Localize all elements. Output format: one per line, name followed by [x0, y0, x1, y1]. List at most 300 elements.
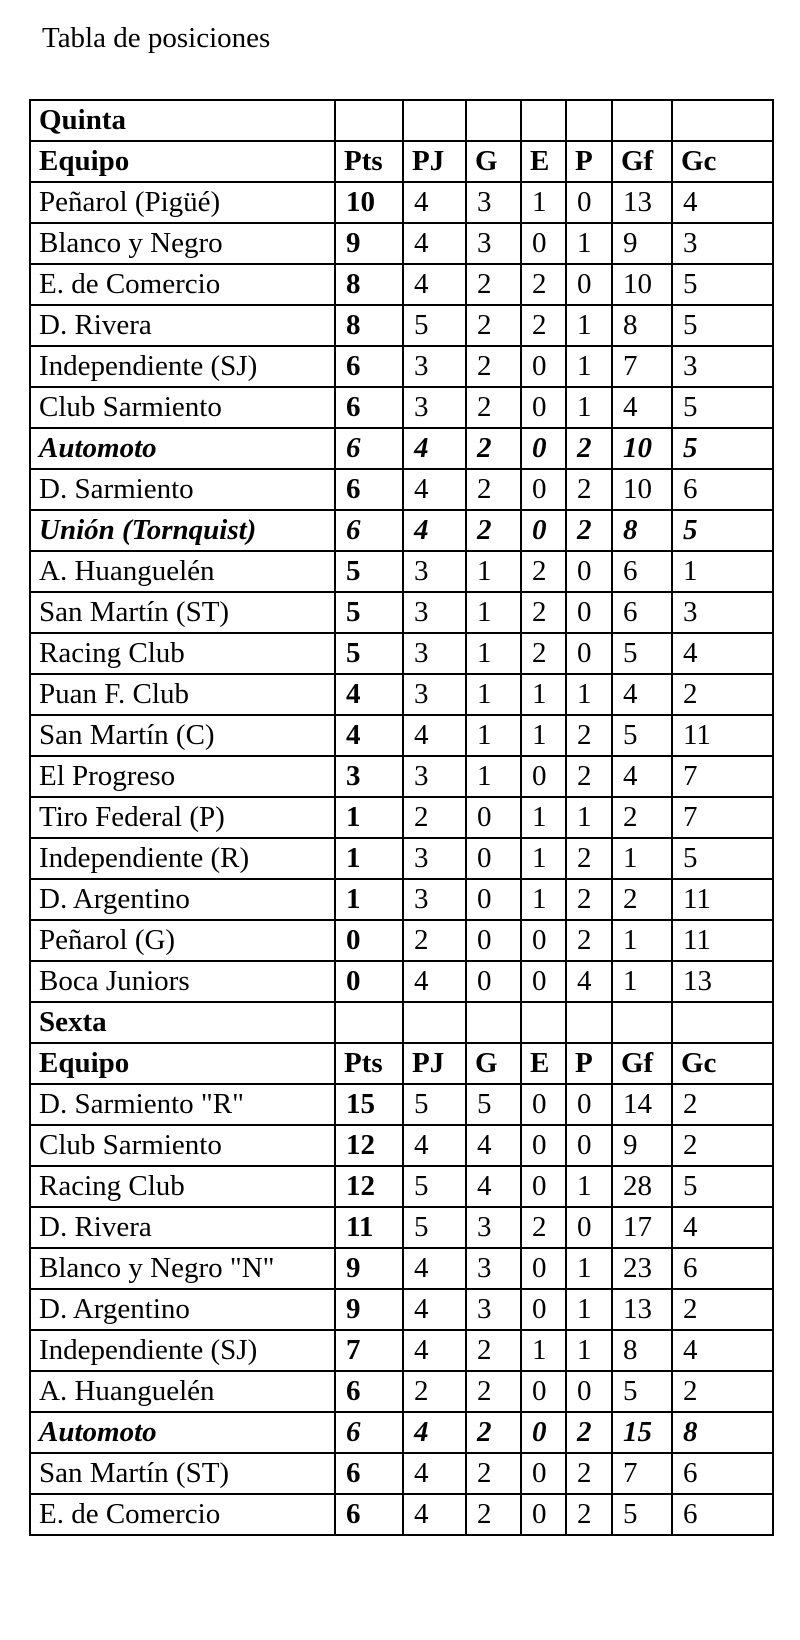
pts-cell: 5 — [335, 633, 403, 674]
gc-cell: 11 — [672, 920, 773, 961]
gc-cell: 8 — [672, 1412, 773, 1453]
pj-cell: 3 — [403, 756, 466, 797]
empty-cell — [566, 100, 612, 141]
p-cell: 1 — [566, 346, 612, 387]
g-cell: 2 — [466, 264, 521, 305]
empty-cell — [335, 1002, 403, 1043]
p-cell: 1 — [566, 305, 612, 346]
column-header: PJ — [403, 1043, 466, 1084]
gc-cell: 4 — [672, 182, 773, 223]
empty-cell — [521, 1002, 566, 1043]
e-cell: 0 — [521, 223, 566, 264]
gf-cell: 28 — [612, 1166, 672, 1207]
gf-cell: 7 — [612, 346, 672, 387]
gc-cell: 4 — [672, 1330, 773, 1371]
e-cell: 0 — [521, 1248, 566, 1289]
table-row — [30, 797, 773, 838]
column-header: Gc — [672, 141, 773, 182]
team-name-cell: Peñarol (Pigüé) — [30, 182, 335, 223]
team-name-cell: Blanco y Negro "N" — [30, 1248, 335, 1289]
e-cell: 1 — [521, 674, 566, 715]
column-header: Gf — [612, 1043, 672, 1084]
g-cell: 2 — [466, 428, 521, 469]
table-row — [30, 428, 773, 469]
g-cell: 3 — [466, 182, 521, 223]
e-cell: 0 — [521, 920, 566, 961]
gf-cell: 10 — [612, 264, 672, 305]
team-name-cell: Independiente (SJ) — [30, 346, 335, 387]
g-cell: 1 — [466, 715, 521, 756]
gc-cell: 3 — [672, 592, 773, 633]
gf-cell: 4 — [612, 674, 672, 715]
e-cell: 2 — [521, 592, 566, 633]
p-cell: 2 — [566, 920, 612, 961]
p-cell: 1 — [566, 1289, 612, 1330]
gf-cell: 23 — [612, 1248, 672, 1289]
empty-cell — [403, 100, 466, 141]
column-header: Equipo — [30, 141, 335, 182]
gf-cell: 5 — [612, 715, 672, 756]
g-cell: 2 — [466, 1494, 521, 1535]
e-cell: 0 — [521, 510, 566, 551]
gc-cell: 1 — [672, 551, 773, 592]
g-cell: 1 — [466, 633, 521, 674]
pts-cell: 4 — [335, 674, 403, 715]
gc-cell: 11 — [672, 879, 773, 920]
gf-cell: 10 — [612, 469, 672, 510]
p-cell: 2 — [566, 510, 612, 551]
empty-cell — [521, 100, 566, 141]
table-row — [30, 715, 773, 756]
column-header: PJ — [403, 141, 466, 182]
column-header: Gf — [612, 141, 672, 182]
gf-cell: 13 — [612, 1289, 672, 1330]
team-name-cell: Boca Juniors — [30, 961, 335, 1002]
p-cell: 1 — [566, 223, 612, 264]
empty-cell — [403, 1002, 466, 1043]
team-name-cell: Independiente (SJ) — [30, 1330, 335, 1371]
column-header: E — [521, 141, 566, 182]
table-row — [30, 510, 773, 551]
pj-cell: 2 — [403, 920, 466, 961]
e-cell: 0 — [521, 1125, 566, 1166]
pj-cell: 4 — [403, 1412, 466, 1453]
e-cell: 1 — [521, 715, 566, 756]
gc-cell: 3 — [672, 223, 773, 264]
pj-cell: 3 — [403, 674, 466, 715]
gc-cell: 5 — [672, 510, 773, 551]
pts-cell: 9 — [335, 1289, 403, 1330]
p-cell: 2 — [566, 715, 612, 756]
empty-cell — [672, 100, 773, 141]
p-cell: 2 — [566, 1412, 612, 1453]
gc-cell: 5 — [672, 305, 773, 346]
table-row — [30, 346, 773, 387]
g-cell: 1 — [466, 551, 521, 592]
pj-cell: 3 — [403, 387, 466, 428]
g-cell: 1 — [466, 756, 521, 797]
pts-cell: 11 — [335, 1207, 403, 1248]
team-name-cell: Peñarol (G) — [30, 920, 335, 961]
pj-cell: 5 — [403, 1207, 466, 1248]
p-cell: 0 — [566, 633, 612, 674]
g-cell: 0 — [466, 961, 521, 1002]
p-cell: 0 — [566, 264, 612, 305]
g-cell: 1 — [466, 592, 521, 633]
gf-cell: 7 — [612, 1453, 672, 1494]
column-header: P — [566, 141, 612, 182]
gf-cell: 8 — [612, 1330, 672, 1371]
team-name-cell: San Martín (C) — [30, 715, 335, 756]
empty-cell — [335, 100, 403, 141]
p-cell: 0 — [566, 1371, 612, 1412]
p-cell: 1 — [566, 797, 612, 838]
gc-cell: 6 — [672, 1453, 773, 1494]
column-header: G — [466, 141, 521, 182]
pj-cell: 3 — [403, 879, 466, 920]
pj-cell: 2 — [403, 797, 466, 838]
e-cell: 0 — [521, 1289, 566, 1330]
column-header: E — [521, 1043, 566, 1084]
e-cell: 1 — [521, 838, 566, 879]
team-name-cell: Blanco y Negro — [30, 223, 335, 264]
empty-cell — [672, 1002, 773, 1043]
column-header-row — [30, 141, 773, 182]
pts-cell: 6 — [335, 1371, 403, 1412]
gf-cell: 8 — [612, 510, 672, 551]
team-name-cell: D. Rivera — [30, 1207, 335, 1248]
pj-cell: 4 — [403, 1248, 466, 1289]
p-cell: 0 — [566, 1207, 612, 1248]
pts-cell: 4 — [335, 715, 403, 756]
p-cell: 1 — [566, 387, 612, 428]
column-header: P — [566, 1043, 612, 1084]
team-name-cell: Racing Club — [30, 1166, 335, 1207]
gc-cell: 3 — [672, 346, 773, 387]
gc-cell: 11 — [672, 715, 773, 756]
p-cell: 1 — [566, 1166, 612, 1207]
gf-cell: 13 — [612, 182, 672, 223]
pts-cell: 12 — [335, 1166, 403, 1207]
empty-cell — [612, 1002, 672, 1043]
pts-cell: 9 — [335, 223, 403, 264]
gc-cell: 5 — [672, 428, 773, 469]
gf-cell: 15 — [612, 1412, 672, 1453]
gf-cell: 17 — [612, 1207, 672, 1248]
pts-cell: 8 — [335, 305, 403, 346]
table-row — [30, 223, 773, 264]
g-cell: 2 — [466, 1412, 521, 1453]
p-cell: 0 — [566, 182, 612, 223]
table-row — [30, 838, 773, 879]
gf-cell: 2 — [612, 797, 672, 838]
gc-cell: 2 — [672, 1371, 773, 1412]
p-cell: 2 — [566, 838, 612, 879]
gf-cell: 1 — [612, 838, 672, 879]
pj-cell: 4 — [403, 182, 466, 223]
table-row — [30, 305, 773, 346]
p-cell: 1 — [566, 1248, 612, 1289]
pj-cell: 4 — [403, 428, 466, 469]
pj-cell: 5 — [403, 1166, 466, 1207]
pj-cell: 3 — [403, 633, 466, 674]
g-cell: 2 — [466, 1330, 521, 1371]
pj-cell: 4 — [403, 715, 466, 756]
e-cell: 0 — [521, 1084, 566, 1125]
gf-cell: 6 — [612, 551, 672, 592]
pj-cell: 4 — [403, 223, 466, 264]
e-cell: 0 — [521, 387, 566, 428]
gf-cell: 1 — [612, 961, 672, 1002]
g-cell: 3 — [466, 1207, 521, 1248]
p-cell: 2 — [566, 756, 612, 797]
pj-cell: 4 — [403, 264, 466, 305]
p-cell: 0 — [566, 1125, 612, 1166]
pts-cell: 9 — [335, 1248, 403, 1289]
pts-cell: 15 — [335, 1084, 403, 1125]
gf-cell: 9 — [612, 223, 672, 264]
team-name-cell: Club Sarmiento — [30, 387, 335, 428]
table-row — [30, 551, 773, 592]
p-cell: 1 — [566, 674, 612, 715]
pts-cell: 3 — [335, 756, 403, 797]
gc-cell: 2 — [672, 1289, 773, 1330]
pj-cell: 4 — [403, 510, 466, 551]
g-cell: 0 — [466, 797, 521, 838]
pts-cell: 6 — [335, 387, 403, 428]
pj-cell: 3 — [403, 838, 466, 879]
pts-cell: 6 — [335, 1453, 403, 1494]
gc-cell: 2 — [672, 674, 773, 715]
p-cell: 0 — [566, 551, 612, 592]
pts-cell: 1 — [335, 838, 403, 879]
section-title: Sexta — [30, 1002, 335, 1043]
pts-cell: 6 — [335, 1494, 403, 1535]
pts-cell: 6 — [335, 469, 403, 510]
pts-cell: 5 — [335, 592, 403, 633]
pj-cell: 4 — [403, 1125, 466, 1166]
empty-cell — [466, 1002, 521, 1043]
pj-cell: 3 — [403, 551, 466, 592]
e-cell: 1 — [521, 182, 566, 223]
column-header: G — [466, 1043, 521, 1084]
e-cell: 1 — [521, 1330, 566, 1371]
table-row — [30, 182, 773, 223]
table-row — [30, 1412, 773, 1453]
table-row — [30, 469, 773, 510]
pj-cell: 2 — [403, 1371, 466, 1412]
gf-cell: 9 — [612, 1125, 672, 1166]
team-name-cell: San Martín (ST) — [30, 1453, 335, 1494]
table-row — [30, 961, 773, 1002]
gf-cell: 6 — [612, 592, 672, 633]
e-cell: 0 — [521, 1371, 566, 1412]
pj-cell: 4 — [403, 961, 466, 1002]
e-cell: 0 — [521, 756, 566, 797]
pts-cell: 6 — [335, 428, 403, 469]
table-row — [30, 1125, 773, 1166]
g-cell: 2 — [466, 1371, 521, 1412]
team-name-cell: A. Huanguelén — [30, 551, 335, 592]
gc-cell: 6 — [672, 1248, 773, 1289]
table-row — [30, 1289, 773, 1330]
e-cell: 0 — [521, 469, 566, 510]
pts-cell: 0 — [335, 961, 403, 1002]
team-name-cell: Automoto — [30, 428, 335, 469]
pts-cell: 6 — [335, 510, 403, 551]
table-row — [30, 1494, 773, 1535]
section-title-row — [30, 100, 773, 141]
e-cell: 2 — [521, 633, 566, 674]
team-name-cell: D. Rivera — [30, 305, 335, 346]
table-row — [30, 1084, 773, 1125]
gf-cell: 8 — [612, 305, 672, 346]
g-cell: 0 — [466, 838, 521, 879]
table-row — [30, 633, 773, 674]
gc-cell: 13 — [672, 961, 773, 1002]
team-name-cell: Independiente (R) — [30, 838, 335, 879]
table-row — [30, 387, 773, 428]
team-name-cell: D. Sarmiento "R" — [30, 1084, 335, 1125]
empty-cell — [612, 100, 672, 141]
e-cell: 0 — [521, 1412, 566, 1453]
e-cell: 2 — [521, 264, 566, 305]
gc-cell: 5 — [672, 264, 773, 305]
e-cell: 0 — [521, 346, 566, 387]
p-cell: 2 — [566, 428, 612, 469]
g-cell: 4 — [466, 1166, 521, 1207]
g-cell: 3 — [466, 1248, 521, 1289]
g-cell: 5 — [466, 1084, 521, 1125]
pts-cell: 1 — [335, 797, 403, 838]
pts-cell: 7 — [335, 1330, 403, 1371]
e-cell: 2 — [521, 305, 566, 346]
table-row — [30, 1248, 773, 1289]
p-cell: 0 — [566, 1084, 612, 1125]
section-title-row — [30, 1002, 773, 1043]
e-cell: 0 — [521, 428, 566, 469]
gf-cell: 4 — [612, 756, 672, 797]
pts-cell: 5 — [335, 551, 403, 592]
g-cell: 2 — [466, 1453, 521, 1494]
table-row — [30, 879, 773, 920]
empty-cell — [466, 100, 521, 141]
pts-cell: 6 — [335, 346, 403, 387]
table-row — [30, 1207, 773, 1248]
column-header: Pts — [335, 141, 403, 182]
pj-cell: 4 — [403, 1453, 466, 1494]
g-cell: 0 — [466, 920, 521, 961]
gc-cell: 4 — [672, 1207, 773, 1248]
e-cell: 1 — [521, 879, 566, 920]
g-cell: 4 — [466, 1125, 521, 1166]
g-cell: 0 — [466, 879, 521, 920]
team-name-cell: Puan F. Club — [30, 674, 335, 715]
table-row — [30, 1166, 773, 1207]
e-cell: 2 — [521, 1207, 566, 1248]
table-row — [30, 674, 773, 715]
e-cell: 1 — [521, 797, 566, 838]
team-name-cell: Racing Club — [30, 633, 335, 674]
gc-cell: 7 — [672, 756, 773, 797]
p-cell: 0 — [566, 592, 612, 633]
column-header: Gc — [672, 1043, 773, 1084]
gf-cell: 5 — [612, 1494, 672, 1535]
g-cell: 3 — [466, 223, 521, 264]
team-name-cell: Club Sarmiento — [30, 1125, 335, 1166]
gf-cell: 14 — [612, 1084, 672, 1125]
pts-cell: 8 — [335, 264, 403, 305]
section-title: Quinta — [30, 100, 335, 141]
team-name-cell: D. Argentino — [30, 1289, 335, 1330]
pts-cell: 1 — [335, 879, 403, 920]
standings-body — [30, 100, 773, 1535]
gc-cell: 6 — [672, 469, 773, 510]
p-cell: 2 — [566, 1494, 612, 1535]
gf-cell: 1 — [612, 920, 672, 961]
pj-cell: 4 — [403, 469, 466, 510]
pj-cell: 3 — [403, 592, 466, 633]
e-cell: 0 — [521, 961, 566, 1002]
column-header: Equipo — [30, 1043, 335, 1084]
g-cell: 2 — [466, 346, 521, 387]
pts-cell: 12 — [335, 1125, 403, 1166]
gc-cell: 2 — [672, 1084, 773, 1125]
table-row — [30, 1330, 773, 1371]
table-row — [30, 1453, 773, 1494]
gc-cell: 5 — [672, 1166, 773, 1207]
empty-cell — [566, 1002, 612, 1043]
table-row — [30, 264, 773, 305]
team-name-cell: A. Huanguelén — [30, 1371, 335, 1412]
e-cell: 0 — [521, 1166, 566, 1207]
gf-cell: 10 — [612, 428, 672, 469]
g-cell: 2 — [466, 387, 521, 428]
team-name-cell: San Martín (ST) — [30, 592, 335, 633]
e-cell: 2 — [521, 551, 566, 592]
pj-cell: 5 — [403, 1084, 466, 1125]
page-title: Tabla de posiciones — [42, 22, 271, 54]
p-cell: 1 — [566, 1330, 612, 1371]
pj-cell: 4 — [403, 1289, 466, 1330]
pj-cell: 4 — [403, 1330, 466, 1371]
table-row — [30, 1371, 773, 1412]
g-cell: 1 — [466, 674, 521, 715]
team-name-cell: Tiro Federal (P) — [30, 797, 335, 838]
pj-cell: 3 — [403, 346, 466, 387]
team-name-cell: Automoto — [30, 1412, 335, 1453]
team-name-cell: E. de Comercio — [30, 264, 335, 305]
team-name-cell: El Progreso — [30, 756, 335, 797]
table-row — [30, 920, 773, 961]
pts-cell: 10 — [335, 182, 403, 223]
team-name-cell: E. de Comercio — [30, 1494, 335, 1535]
p-cell: 2 — [566, 1453, 612, 1494]
table-row — [30, 592, 773, 633]
e-cell: 0 — [521, 1453, 566, 1494]
p-cell: 2 — [566, 879, 612, 920]
e-cell: 0 — [521, 1494, 566, 1535]
p-cell: 2 — [566, 469, 612, 510]
p-cell: 4 — [566, 961, 612, 1002]
gc-cell: 2 — [672, 1125, 773, 1166]
g-cell: 2 — [466, 510, 521, 551]
g-cell: 2 — [466, 305, 521, 346]
gc-cell: 4 — [672, 633, 773, 674]
gf-cell: 2 — [612, 879, 672, 920]
pts-cell: 0 — [335, 920, 403, 961]
gc-cell: 6 — [672, 1494, 773, 1535]
